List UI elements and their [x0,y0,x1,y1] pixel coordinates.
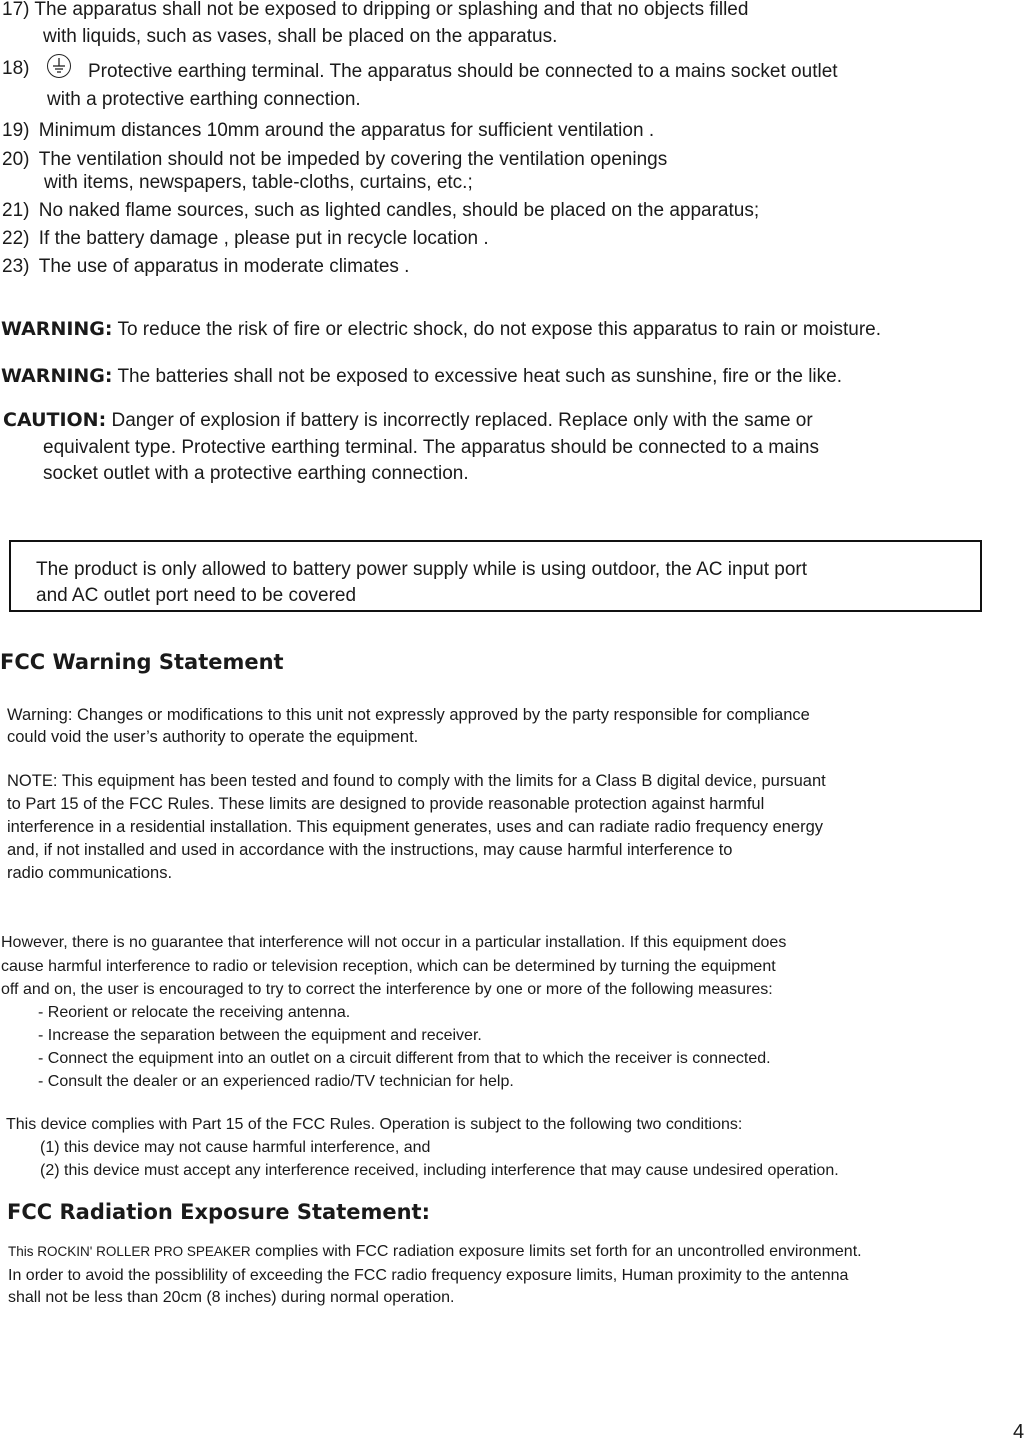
fcc-measure-2: - Increase the separation between the equipment and receiver. [38,1027,482,1044]
fcc-however-line-1: However, there is no guarantee that interference will not occur in a particular installation. If this equipment does [1,934,787,951]
fcc-note-line-3: interference in a residential installation. This equipment generates, uses and can radiate radio frequency energy [7,818,824,836]
fcc-however-line-2: cause harmful interference to radio or television reception, which can be determined by turning the equipment [1,958,776,975]
fcc-note-line-2: to Part 15 of the FCC Rules. These limits are designed to provide reasonable protection against harmful [7,795,765,813]
warning-text: The batteries shall not be exposed to excessive heat such as sunshine, fire or the like. [117,366,842,387]
warning-text: To reduce the risk of fire or electric shock, do not expose this apparatus to rain or moisture. [117,319,881,340]
caution-label: CAUTION: [3,409,107,431]
fcc-warning-line-2: could void the user’s authority to operate the equipment. [7,728,419,746]
fcc-condition-1: (1) this device may not cause harmful interference, and [40,1139,431,1156]
fcc-warning-heading: FCC Warning Statement [0,650,284,674]
warning-heat [1,363,842,390]
radiation-text: 20cm (8 inches) during normal operation. [158,1289,455,1306]
warning-label: WARNING: [1,318,113,340]
radiation-lead: In order to avoid the [8,1267,151,1284]
caution-line-2: equivalent type. Protective earthing terminal. The apparatus should be connected to a mains [43,437,819,458]
safety-item-18: Protective earthing terminal. The apparatus should be connected to a mains socket outlet [88,61,838,82]
item-text: The ventilation should not be impeded by covering the ventilation openings [38,149,668,170]
fcc-note-line-1: NOTE: This equipment has been tested and found to comply with the limits for a Class B digital device, pursuant [7,772,826,790]
fcc-note-line-5: radio communications. [7,864,173,882]
product-name-lead: This ROCKIN' ROLLER PRO SPEAKER [8,1244,251,1259]
item-text: Minimum distances 10mm around the apparatus for sufficient ventilation . [38,120,655,141]
protective-earth-icon [47,54,71,78]
fcc-measure-1: - Reorient or relocate the receiving antenna. [38,1004,351,1021]
item-text: No naked flame sources, such as lighted candles, should be placed on the apparatus; [38,200,760,221]
fcc-radiation-line-2 [8,1264,848,1287]
fcc-condition-2: (2) this device must accept any interference received, including interference that may cause undesired operation. [40,1162,839,1179]
caution-line-3: socket outlet with a protective earthing connection. [43,463,469,484]
item-number: 17) [2,0,30,20]
safety-item-17-cont: with liquids, such as vases, shall be placed on the apparatus. [43,26,558,47]
caution-block [3,407,813,434]
item-number: 23) [2,256,30,277]
safety-item-20-cont: with items, newspapers, table-cloths, curtains, etc.; [44,172,473,193]
safety-item-22 [2,225,489,252]
fcc-note-line-4: and, if not installed and used in accordance with the instructions, may cause harmful interference to [7,841,733,859]
fcc-measure-3: - Connect the equipment into an outlet on a circuit different from that to which the receiver is connected. [38,1050,771,1067]
item-number: 20) [2,149,30,170]
radiation-lead: shall not be less than [8,1289,159,1306]
item-number: 21) [2,200,30,221]
fcc-measure-4: - Consult the dealer or an experienced radio/TV technician for help. [38,1073,514,1090]
safety-item-18-number: 18) [2,58,30,79]
caution-text: Danger of explosion if battery is incorrectly replaced. Replace only with the same or [111,410,813,431]
safety-item-19 [2,117,654,144]
safety-item-21 [2,197,759,224]
fcc-warning-line-1: Warning: Changes or modifications to this unit not expressly approved by the party responsible for compliance [7,706,810,724]
warning-label: WARNING: [1,365,113,387]
warning-rain [1,316,881,343]
safety-item-18-cont: with a protective earthing connection. [47,89,361,110]
item-text: The apparatus shall not be exposed to dripping or splashing and that no objects filled [34,0,749,20]
page-number: 4 [1013,1421,1025,1443]
item-number: 19) [2,120,30,141]
radiation-text: complies with FCC radiation exposure limits set forth for an uncontrolled environment. [250,1243,862,1260]
radiation-text: possiblility of exceeding the FCC radio frequency exposure limits, Human proximity to the antenna [150,1267,849,1284]
fcc-radiation-line-1 [8,1240,862,1263]
item-number: 22) [2,228,30,249]
item-text: If the battery damage , please put in recycle location . [38,228,489,249]
safety-item-17 [2,0,748,23]
fcc-radiation-line-3 [8,1286,454,1309]
fcc-however-line-3: off and on, the user is encouraged to try to correct the interference by one or more of the following measures: [1,981,773,998]
item-text: The use of apparatus in moderate climates . [38,256,410,277]
notice-line-1: The product is only allowed to battery power supply while is using outdoor, the AC input port [36,559,807,580]
safety-item-23 [2,253,409,280]
fcc-part15-intro: This device complies with Part 15 of the FCC Rules. Operation is subject to the following two conditions: [6,1116,743,1133]
notice-line-2: and AC outlet port need to be covered [36,585,357,606]
fcc-radiation-heading: FCC Radiation Exposure Statement: [7,1200,430,1224]
